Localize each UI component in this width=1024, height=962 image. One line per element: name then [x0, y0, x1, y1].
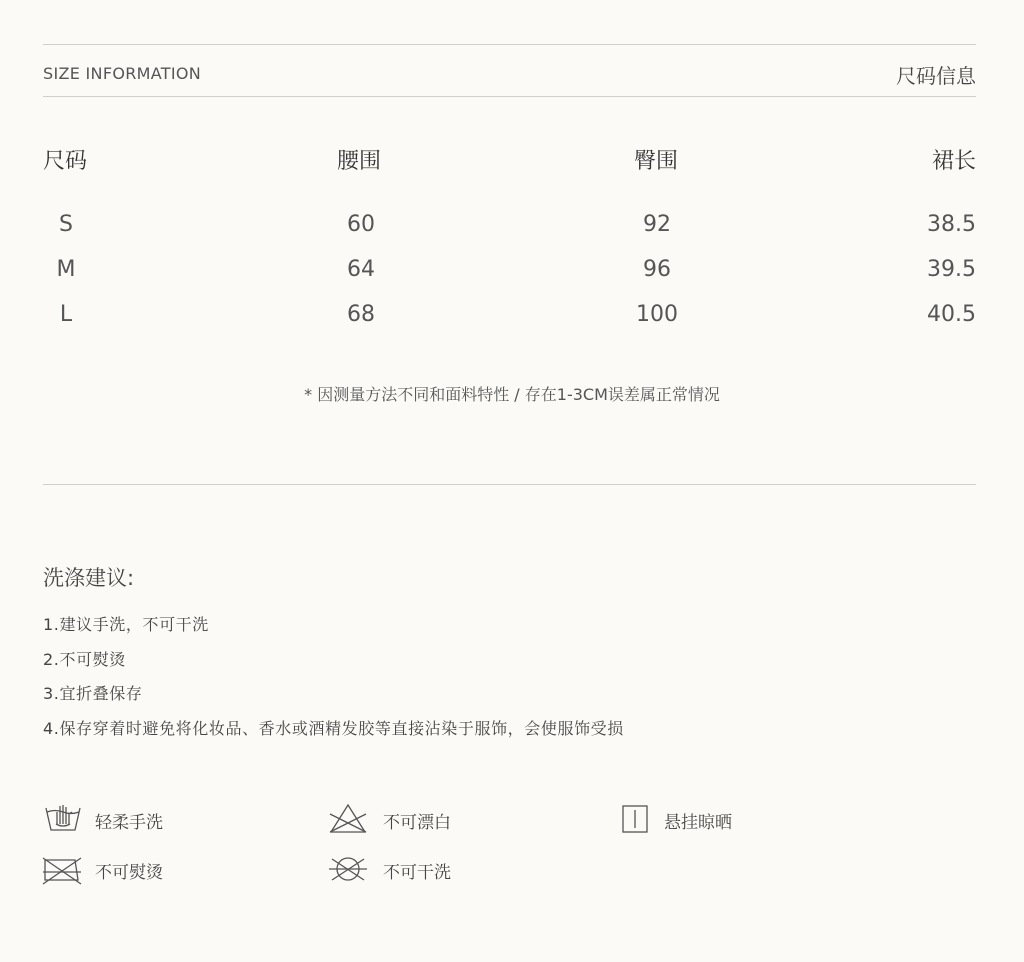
hang-dry-icon	[620, 802, 660, 836]
care-label: 不可漂白	[383, 813, 451, 833]
no-bleach-icon	[328, 802, 368, 836]
cell-size: S	[59, 212, 73, 237]
cell-waist: 64	[347, 257, 375, 282]
hand-wash-icon	[43, 800, 83, 834]
column-header-waist: 腰围	[337, 149, 382, 174]
cell-hip: 100	[636, 302, 678, 327]
washing-tip: 1.建议手洗，不可干洗	[43, 615, 209, 634]
washing-tip: 3.宜折叠保存	[43, 684, 143, 703]
care-label: 不可熨烫	[95, 863, 163, 883]
cell-waist: 68	[347, 302, 375, 327]
washing-tip: 2.不可熨烫	[43, 650, 126, 669]
cell-waist: 60	[347, 212, 375, 237]
cell-size: M	[56, 257, 76, 282]
column-header-size: 尺码	[43, 149, 88, 174]
section-title-en: SIZE INFORMATION	[43, 64, 201, 83]
top-divider	[43, 44, 976, 45]
section-divider	[43, 484, 976, 485]
cell-length: 38.5	[927, 212, 976, 237]
column-header-length: 裙长	[931, 149, 976, 174]
care-label: 轻柔手洗	[95, 813, 163, 833]
header-divider	[43, 96, 976, 97]
washing-tip: 4.保存穿着时避免将化妆品、香水或酒精发胶等直接沾染于服饰，会使服饰受损	[43, 719, 624, 738]
section-title-cn: 尺码信息	[896, 64, 976, 88]
cell-length: 39.5	[927, 257, 976, 282]
cell-hip: 96	[643, 257, 671, 282]
cell-hip: 92	[643, 212, 671, 237]
no-dry-clean-icon	[328, 852, 368, 886]
measurement-note: * 因测量方法不同和面料特性 / 存在1-3CM误差属正常情况	[304, 385, 720, 404]
no-iron-icon	[42, 852, 82, 886]
washing-title: 洗涤建议:	[43, 566, 135, 590]
cell-length: 40.5	[927, 302, 976, 327]
care-label: 不可干洗	[383, 863, 451, 883]
column-header-hip: 臀围	[634, 149, 679, 174]
cell-size: L	[59, 302, 73, 327]
care-label: 悬挂晾晒	[664, 813, 732, 833]
